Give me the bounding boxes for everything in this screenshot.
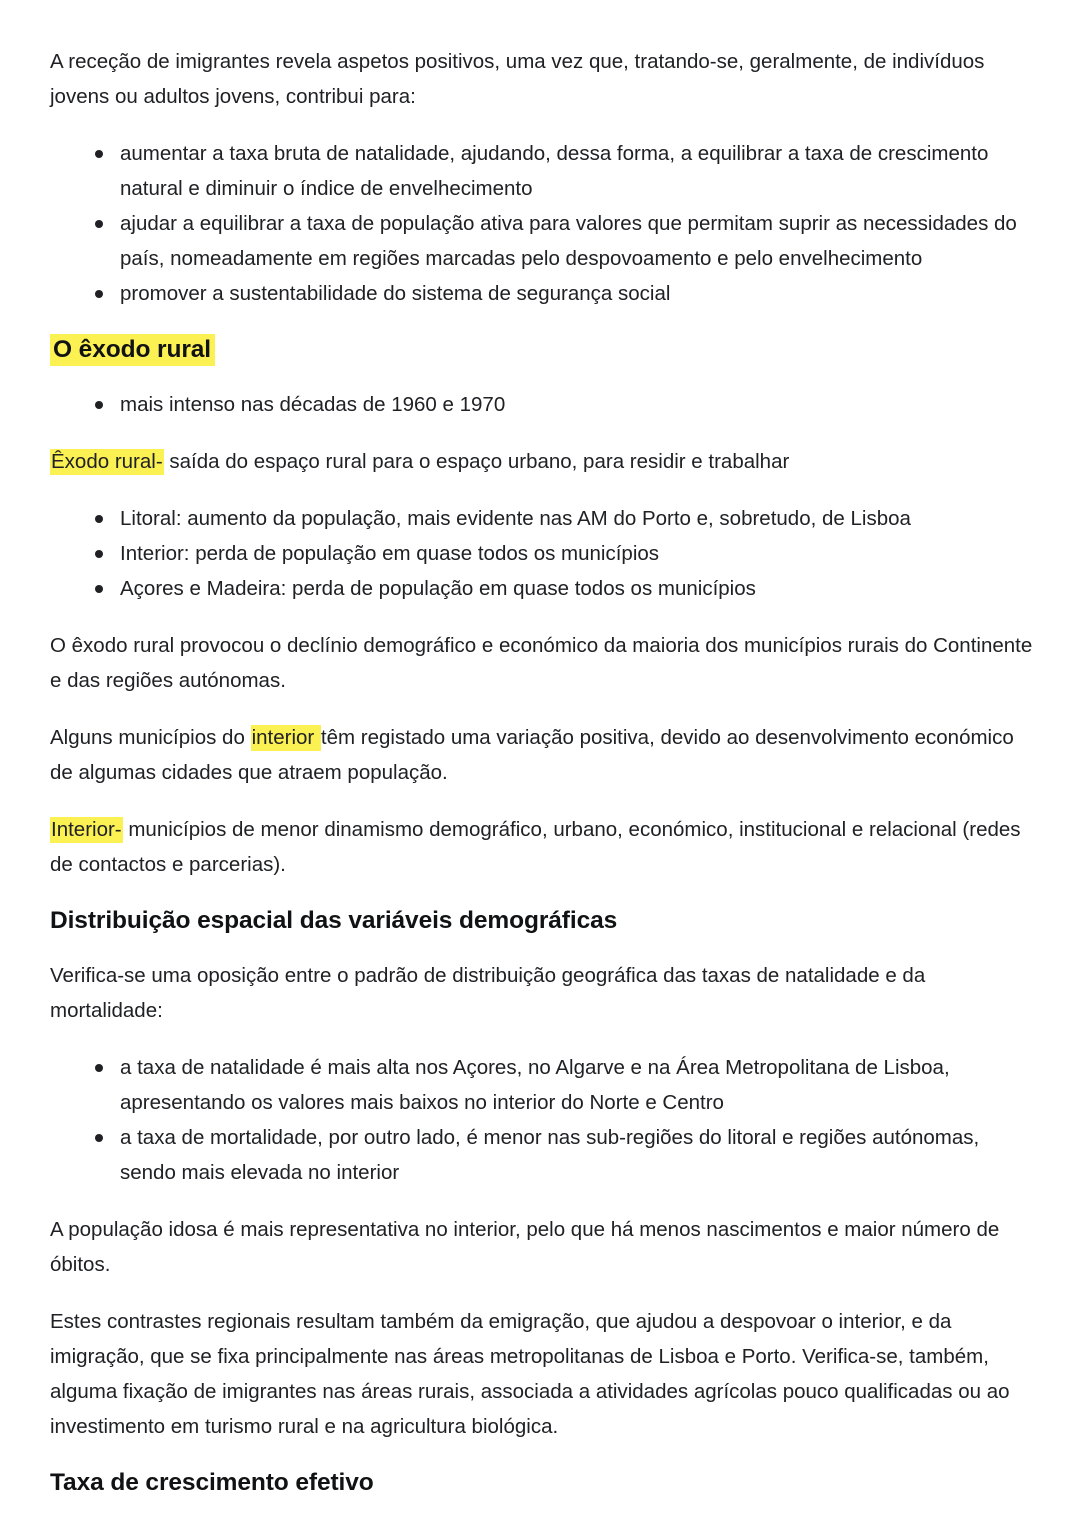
paragraph-contrastes-regionais: Estes contrastes regionais resultam também da emigração, que ajudou a despovoar o interior, e da imigração, que se fixa principalmente nas áreas metropolitanas de Lisboa e Porto. Verifica-se, também, alguma fixação de imigrantes nas áreas rurais, associada a atividades agrícolas pouco qualificadas ou ao investimento em turismo rural e na agricultura biológica. [50, 1310, 1010, 1438]
list-item: aumentar a taxa bruta de natalidade, ajudando, dessa forma, a equilibrar a taxa de crescimento natural e diminuir o índice de envelhecimento [93, 136, 1036, 206]
definition-exodo-rural [50, 444, 1035, 479]
paragraph-variacao-positiva [50, 720, 1035, 790]
exodo-bullet-list [50, 387, 1036, 422]
intro-paragraph: A receção de imigrantes revela aspetos positivos, uma vez que, tratando-se, geralmente, de indivíduos jovens ou adultos jovens, contribui para: [50, 50, 985, 108]
list-item: Interior: perda de população em quase todos os municípios [93, 536, 1036, 571]
intro-bullet-list [50, 136, 1036, 311]
interior-term: Interior- [51, 818, 122, 841]
paragraph-populacao-idosa: A população idosa é mais representativa no interior, pelo que há menos nascimentos e maior número de óbitos. [50, 1218, 1000, 1276]
heading-highlight: O êxodo rural [50, 334, 215, 366]
definition-interior [50, 812, 1035, 882]
paragraph-oposicao-padrao: Verifica-se uma oposição entre o padrão de distribuição geográfica das taxas de natalidade e da mortalidade: [50, 964, 926, 1022]
variacao-text-pre: Alguns municípios do [50, 726, 251, 749]
heading-distribuicao-espacial: Distribuição espacial das variáveis demográficas [50, 907, 618, 934]
heading-taxa-crescimento-efetivo: Taxa de crescimento efetivo [50, 1469, 374, 1496]
interior-highlight: interior [251, 726, 320, 749]
list-item: promover a sustentabilidade do sistema de segurança social [93, 276, 1036, 311]
list-item: mais intenso nas décadas de 1960 e 1970 [93, 387, 1036, 422]
definition-term: Êxodo rural- [51, 450, 163, 473]
heading-exodo-rural [50, 333, 1036, 367]
list-item: ajudar a equilibrar a taxa de população ativa para valores que permitam suprir as necessidades do país, nomeadamente em regiões marcadas pelo despovoamento e pelo envelhecimento [93, 206, 1036, 276]
variacao-text-post: têm registado uma variação positiva, devido ao desenvolvimento económico de algumas cidades que atraem população. [50, 726, 1014, 784]
list-item: a taxa de mortalidade, por outro lado, é menor nas sub-regiões do litoral e regiões autónomas, sendo mais elevada no interior [93, 1120, 1036, 1190]
list-item: Açores e Madeira: perda de população em quase todos os municípios [93, 571, 1036, 606]
list-item: Litoral: aumento da população, mais evidente nas AM do Porto e, sobretudo, de Lisboa [93, 501, 1036, 536]
interior-text: municípios de menor dinamismo demográfico, urbano, económico, institucional e relacional (redes de contactos e parcerias). [50, 818, 1021, 876]
region-bullet-list [50, 501, 1036, 606]
paragraph-declinio-demografico: O êxodo rural provocou o declínio demográfico e económico da maioria dos municípios rurais do Continente e das regiões autónomas. [50, 634, 1033, 692]
list-item: a taxa de natalidade é mais alta nos Açores, no Algarve e na Área Metropolitana de Lisboa, apresentando os valores mais baixos no interior do Norte e Centro [93, 1050, 1036, 1120]
distribuicao-bullet-list [50, 1050, 1036, 1190]
definition-text: saída do espaço rural para o espaço urbano, para residir e trabalhar [163, 450, 790, 473]
